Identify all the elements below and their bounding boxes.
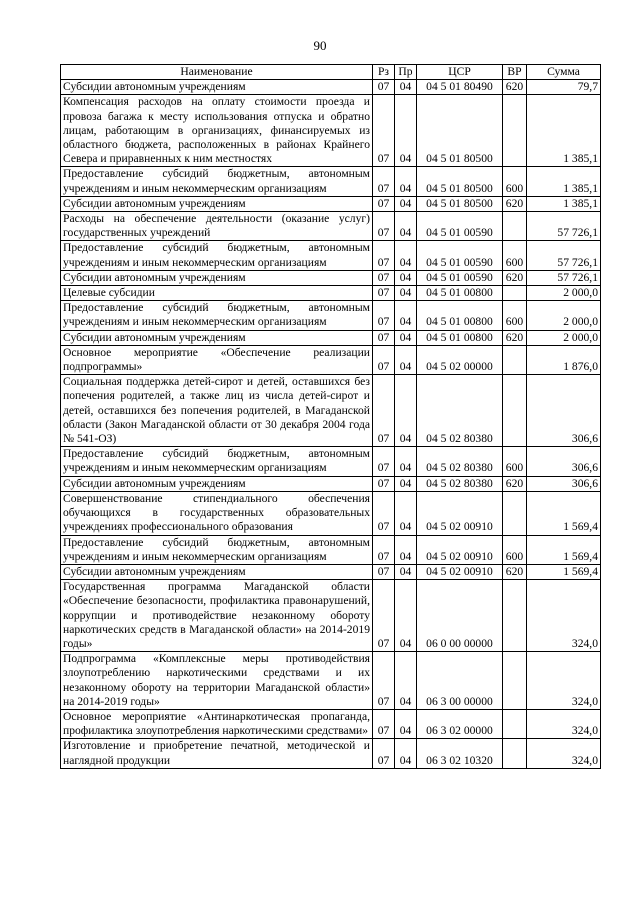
row-csr: 04 5 02 00000 (417, 345, 503, 374)
row-sum: 1 569,4 (527, 491, 601, 535)
row-vr: 620 (503, 80, 527, 95)
row-csr: 04 5 01 80500 (417, 95, 503, 167)
table-row (61, 270, 601, 285)
row-vr (503, 739, 527, 768)
row-name: Субсидии автономным учреждениям (61, 564, 373, 579)
row-pr: 04 (395, 447, 417, 476)
row-csr: 06 3 02 10320 (417, 739, 503, 768)
row-rz: 07 (373, 375, 395, 447)
row-pr: 04 (395, 491, 417, 535)
row-sum: 1 385,1 (527, 196, 601, 211)
row-rz: 07 (373, 491, 395, 535)
row-pr: 04 (395, 80, 417, 95)
row-pr: 04 (395, 212, 417, 241)
row-csr: 04 5 01 00590 (417, 241, 503, 270)
row-name: Предоставление субсидий бюджетным, автономным учреждениям и иным некоммерческим организациям (61, 535, 373, 564)
row-pr: 04 (395, 564, 417, 579)
row-csr: 06 0 00 00000 (417, 580, 503, 652)
row-name: Целевые субсидии (61, 286, 373, 301)
table-row (61, 375, 601, 447)
row-pr: 04 (395, 375, 417, 447)
row-vr: 620 (503, 564, 527, 579)
row-name: Предоставление субсидий бюджетным, автономным учреждениям и иным некоммерческим организациям (61, 447, 373, 476)
row-sum: 1 569,4 (527, 535, 601, 564)
row-rz: 07 (373, 345, 395, 374)
row-csr: 04 5 01 80490 (417, 80, 503, 95)
row-sum: 57 726,1 (527, 270, 601, 285)
row-pr: 04 (395, 241, 417, 270)
row-pr: 04 (395, 580, 417, 652)
row-rz: 07 (373, 447, 395, 476)
row-vr (503, 345, 527, 374)
header-csr: ЦСР (417, 65, 503, 80)
row-pr: 04 (395, 301, 417, 330)
row-vr: 620 (503, 476, 527, 491)
header-rz: Рз (373, 65, 395, 80)
row-name: Предоставление субсидий бюджетным, автономным учреждениям и иным некоммерческим организациям (61, 167, 373, 196)
row-rz: 07 (373, 301, 395, 330)
table-row (61, 212, 601, 241)
row-rz: 07 (373, 709, 395, 738)
row-vr (503, 286, 527, 301)
row-pr: 04 (395, 95, 417, 167)
row-sum: 324,0 (527, 739, 601, 768)
row-name: Совершенствование стипендиального обеспечения обучающихся в государственных образовательных учреждениях профессионального образования (61, 491, 373, 535)
row-vr: 600 (503, 241, 527, 270)
row-pr: 04 (395, 476, 417, 491)
row-csr: 04 5 01 00590 (417, 270, 503, 285)
row-name: Субсидии автономным учреждениям (61, 270, 373, 285)
row-csr: 06 3 00 00000 (417, 652, 503, 710)
header-vr: ВР (503, 65, 527, 80)
budget-table (60, 64, 601, 769)
row-rz: 07 (373, 241, 395, 270)
row-csr: 04 5 01 80500 (417, 196, 503, 211)
row-csr: 04 5 02 00910 (417, 491, 503, 535)
table-row (61, 167, 601, 196)
row-sum: 1 385,1 (527, 167, 601, 196)
row-name: Социальная поддержка детей-сирот и детей, оставшихся без попечения родителей, а также лиц из числа детей-сирот и детей, оставшихся без попечения родителей, в Магаданской области (Закон Магаданской области от 30 декабря 2004 года № 541-ОЗ) (61, 375, 373, 447)
table-row (61, 564, 601, 579)
table-row (61, 330, 601, 345)
row-pr: 04 (395, 345, 417, 374)
table-row (61, 709, 601, 738)
table-header-row (61, 65, 601, 80)
row-vr: 600 (503, 447, 527, 476)
row-rz: 07 (373, 535, 395, 564)
row-sum: 306,6 (527, 375, 601, 447)
row-csr: 04 5 02 80380 (417, 375, 503, 447)
row-name: Основное мероприятие «Обеспечение реализации подпрограммы» (61, 345, 373, 374)
row-rz: 07 (373, 739, 395, 768)
row-pr: 04 (395, 652, 417, 710)
row-vr: 600 (503, 301, 527, 330)
row-name: Компенсация расходов на оплату стоимости проезда и провоза багажа к месту использования отпуска и обратно лицам, работающим в организациях, финансируемых из областного бюджета, расположенных в районах Крайнего Севера и приравненных к ним местностях (61, 95, 373, 167)
row-vr (503, 580, 527, 652)
row-sum: 57 726,1 (527, 241, 601, 270)
row-vr (503, 375, 527, 447)
row-rz: 07 (373, 580, 395, 652)
page-number: 90 (313, 38, 327, 53)
row-sum: 1 569,4 (527, 564, 601, 579)
header-sum: Сумма (527, 65, 601, 80)
row-vr (503, 491, 527, 535)
row-vr (503, 95, 527, 167)
header-name: Наименование (61, 65, 373, 80)
row-csr: 04 5 01 80500 (417, 167, 503, 196)
header-pr: Пр (395, 65, 417, 80)
row-csr: 04 5 01 00800 (417, 330, 503, 345)
row-name: Субсидии автономным учреждениям (61, 80, 373, 95)
row-csr: 04 5 01 00800 (417, 301, 503, 330)
table-row (61, 447, 601, 476)
row-name: Предоставление субсидий бюджетным, автономным учреждениям и иным некоммерческим организациям (61, 301, 373, 330)
row-rz: 07 (373, 80, 395, 95)
row-vr (503, 652, 527, 710)
row-csr: 06 3 02 00000 (417, 709, 503, 738)
row-name: Расходы на обеспечение деятельности (оказание услуг) государственных учреждений (61, 212, 373, 241)
row-sum: 324,0 (527, 580, 601, 652)
row-name: Изготовление и приобретение печатной, методической и наглядной продукции (61, 739, 373, 768)
row-rz: 07 (373, 286, 395, 301)
table-row (61, 739, 601, 768)
row-rz: 07 (373, 212, 395, 241)
table-row (61, 241, 601, 270)
row-sum: 79,7 (527, 80, 601, 95)
row-vr: 600 (503, 167, 527, 196)
row-pr: 04 (395, 535, 417, 564)
row-name: Государственная программа Магаданской области «Обеспечение безопасности, профилактика правонарушений, коррупции и противодействие незаконному обороту наркотических средств в Магаданской области» на 2014-2019 годы» (61, 580, 373, 652)
row-sum: 2 000,0 (527, 286, 601, 301)
row-csr: 04 5 02 00910 (417, 564, 503, 579)
table-row (61, 535, 601, 564)
row-sum: 1 385,1 (527, 95, 601, 167)
row-csr: 04 5 01 00800 (417, 286, 503, 301)
row-sum: 306,6 (527, 447, 601, 476)
table-row (61, 286, 601, 301)
row-pr: 04 (395, 167, 417, 196)
table-row (61, 80, 601, 95)
row-rz: 07 (373, 564, 395, 579)
row-name: Подпрограмма «Комплексные меры противодействия злоупотреблению наркотическими средствами и их незаконному обороту на территории Магаданской области» на 2014-2019 годы» (61, 652, 373, 710)
row-csr: 04 5 02 80380 (417, 447, 503, 476)
table-row (61, 476, 601, 491)
row-pr: 04 (395, 330, 417, 345)
row-rz: 07 (373, 270, 395, 285)
row-rz: 07 (373, 476, 395, 491)
row-rz: 07 (373, 330, 395, 345)
row-pr: 04 (395, 270, 417, 285)
row-sum: 324,0 (527, 652, 601, 710)
row-csr: 04 5 02 00910 (417, 535, 503, 564)
row-vr: 620 (503, 270, 527, 285)
row-rz: 07 (373, 95, 395, 167)
row-sum: 2 000,0 (527, 301, 601, 330)
row-vr (503, 212, 527, 241)
row-pr: 04 (395, 709, 417, 738)
row-name: Субсидии автономным учреждениям (61, 476, 373, 491)
row-pr: 04 (395, 739, 417, 768)
table-row (61, 301, 601, 330)
row-pr: 04 (395, 196, 417, 211)
row-sum: 306,6 (527, 476, 601, 491)
row-name: Субсидии автономным учреждениям (61, 196, 373, 211)
row-rz: 07 (373, 196, 395, 211)
row-name: Предоставление субсидий бюджетным, автономным учреждениям и иным некоммерческим организациям (61, 241, 373, 270)
table-row (61, 652, 601, 710)
row-sum: 57 726,1 (527, 212, 601, 241)
row-name: Субсидии автономным учреждениям (61, 330, 373, 345)
row-sum: 1 876,0 (527, 345, 601, 374)
row-rz: 07 (373, 652, 395, 710)
table-row (61, 345, 601, 374)
row-csr: 04 5 02 80380 (417, 476, 503, 491)
row-vr: 620 (503, 330, 527, 345)
row-vr: 620 (503, 196, 527, 211)
table-row (61, 580, 601, 652)
row-vr (503, 709, 527, 738)
table-row (61, 196, 601, 211)
row-pr: 04 (395, 286, 417, 301)
table-row (61, 95, 601, 167)
row-rz: 07 (373, 167, 395, 196)
row-name: Основное мероприятие «Антинаркотическая пропаганда, профилактика злоупотребления наркотическими средствами» (61, 709, 373, 738)
row-vr: 600 (503, 535, 527, 564)
table-row (61, 491, 601, 535)
row-csr: 04 5 01 00590 (417, 212, 503, 241)
row-sum: 2 000,0 (527, 330, 601, 345)
row-sum: 324,0 (527, 709, 601, 738)
